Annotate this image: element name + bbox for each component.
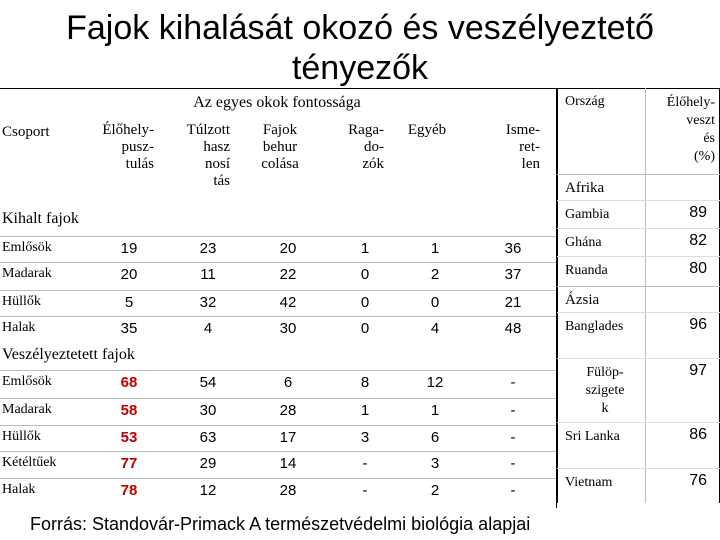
value-cell: 0	[430, 294, 440, 311]
value-cell: 28	[279, 402, 297, 419]
value-cell: 68	[120, 374, 138, 391]
value-cell: 0	[360, 266, 370, 283]
rt-region-divider	[557, 174, 720, 175]
rt-col-habitat	[647, 94, 715, 166]
col-header-4-line: Egyéb	[407, 122, 447, 138]
row-label: Hüllők	[2, 429, 41, 444]
title-line-2: tényezők	[291, 49, 429, 87]
value-cell: 21	[504, 294, 522, 311]
row-divider	[0, 236, 556, 237]
value-cell: 78	[120, 482, 138, 499]
value-cell: 29	[199, 455, 217, 472]
value-cell: 1	[360, 402, 370, 419]
rt-col-habitat-line: és	[703, 131, 715, 146]
rt-country-line: szigete	[585, 383, 625, 398]
value-cell: -	[362, 455, 368, 472]
value-cell: 54	[199, 374, 217, 391]
row-divider	[0, 398, 556, 399]
col-header-0-line: tulás	[125, 156, 154, 172]
rt-value: 96	[689, 316, 707, 333]
row-divider	[0, 290, 556, 291]
title-line-1: Fajok kihalását okozó és veszélyeztető	[66, 9, 654, 47]
col-header-2-line: colása	[261, 156, 299, 172]
section-title-1: Veszélyeztetett fajok	[2, 346, 135, 363]
col-header-1-line: nosí	[204, 156, 230, 172]
rt-row-divider	[557, 468, 720, 469]
rt-region-title: Afrika	[565, 180, 605, 196]
section-title-0: Kihalt fajok	[2, 210, 79, 227]
rt-country-line: Ruanda	[565, 263, 608, 278]
rt-country-line: k	[601, 401, 609, 416]
col-header-5-line: len	[521, 156, 540, 172]
value-cell: -	[510, 482, 516, 499]
rt-country-line: Sri Lanka	[565, 429, 620, 444]
rt-value: 86	[689, 426, 707, 443]
col-header-5	[470, 122, 540, 173]
rt-country	[565, 262, 608, 280]
rt-value: 82	[689, 232, 707, 249]
value-cell: 1	[360, 240, 370, 257]
value-cell: 48	[504, 320, 522, 337]
row-label: Halak	[2, 320, 36, 335]
value-cell: 23	[199, 240, 217, 257]
rt-country-line: Ghána	[565, 235, 602, 250]
value-cell: 1	[430, 240, 440, 257]
rt-country-line: Vietnam	[565, 475, 613, 490]
rt-row-divider	[557, 312, 720, 313]
rt-top-border	[557, 88, 720, 89]
col-header-3-line: do-	[364, 139, 384, 155]
rt-country	[565, 206, 609, 224]
row-label: Madarak	[2, 402, 52, 417]
col-header-4	[400, 122, 454, 139]
value-cell: 17	[279, 429, 297, 446]
value-cell: 20	[120, 266, 138, 283]
rt-value: 76	[689, 472, 707, 489]
group-header: Az egyes okok fontossága	[193, 94, 361, 111]
rt-row-divider	[557, 358, 720, 359]
rt-value: 97	[689, 362, 707, 379]
rt-row-divider	[557, 256, 720, 257]
rt-region-divider	[557, 286, 720, 287]
rt-col-country: Ország	[565, 94, 605, 109]
value-cell: 35	[120, 320, 138, 337]
rt-country	[565, 318, 623, 336]
value-cell: 0	[360, 320, 370, 337]
causes-table	[0, 88, 558, 508]
row-divider	[0, 370, 556, 371]
value-cell: 6	[430, 429, 440, 446]
value-cell: 37	[504, 266, 522, 283]
value-cell: 12	[426, 374, 444, 391]
col-header-1-line: Túlzott	[186, 122, 230, 138]
source-citation: Forrás: Standovár-Primack A természetvédelmi biológia alapjai	[30, 514, 531, 534]
value-cell: 5	[124, 294, 134, 311]
col-header-3	[330, 122, 384, 173]
row-label: Kétéltűek	[2, 455, 57, 470]
value-cell: 11	[200, 266, 216, 283]
value-cell: 22	[279, 266, 297, 283]
rt-country	[565, 364, 645, 418]
col-header-0-line: pusz-	[121, 139, 154, 155]
value-cell: 32	[199, 294, 217, 311]
row-divider	[0, 451, 556, 452]
value-cell: -	[510, 402, 516, 419]
row-divider	[0, 478, 556, 479]
col-header-0-line: Élőhely-	[102, 122, 154, 138]
value-cell: 30	[199, 402, 217, 419]
col-header-5-line: Isme-	[505, 122, 540, 138]
col-header-2-line: Fajok	[262, 122, 298, 138]
value-cell: 63	[199, 429, 217, 446]
slide-title	[0, 8, 720, 88]
value-cell: -	[510, 429, 516, 446]
row-label: Madarak	[2, 266, 52, 281]
rt-row-divider	[557, 422, 720, 423]
row-divider	[0, 316, 556, 317]
value-cell: 77	[120, 455, 138, 472]
value-cell: 1	[430, 402, 440, 419]
value-cell: 42	[279, 294, 297, 311]
row-divider	[0, 262, 556, 263]
rt-col-divider	[645, 88, 646, 503]
rt-left-border	[557, 88, 558, 503]
value-cell: 30	[279, 320, 297, 337]
rt-row-divider	[557, 228, 720, 229]
col-header-5-line: ret-	[519, 139, 540, 155]
value-cell: 6	[283, 374, 293, 391]
value-cell: 4	[430, 320, 440, 337]
col-header-3-line: zók	[362, 156, 384, 172]
value-cell: 58	[120, 402, 138, 419]
value-cell: -	[510, 374, 516, 391]
value-cell: 12	[199, 482, 217, 499]
col-header-3-line: Raga-	[348, 122, 384, 138]
value-cell: 3	[360, 429, 370, 446]
col-header-group: Csoport	[2, 124, 50, 140]
col-header-1-line: tás	[213, 173, 230, 189]
rt-country-line: Fülöp-	[586, 365, 624, 380]
rt-country	[565, 474, 612, 492]
value-cell: 2	[430, 266, 440, 283]
row-label: Halak	[2, 482, 36, 497]
value-cell: 28	[279, 482, 297, 499]
rt-country-line: Gambia	[565, 207, 610, 222]
value-cell: 14	[279, 455, 297, 472]
col-header-2-line: behur	[262, 139, 298, 155]
col-header-0	[88, 122, 154, 173]
rt-region-title: Ázsia	[565, 292, 600, 308]
value-cell: 36	[504, 240, 522, 257]
col-header-2	[246, 122, 314, 173]
habitat-loss-table	[557, 88, 720, 503]
rt-col-habitat-line: veszt	[686, 113, 715, 128]
rt-value: 80	[689, 260, 707, 277]
value-cell: 19	[120, 240, 138, 257]
col-header-1	[170, 122, 230, 190]
rt-country-line: Banglades	[565, 319, 624, 334]
value-cell: 0	[360, 294, 370, 311]
row-label: Emlősök	[2, 240, 52, 255]
rt-country	[565, 234, 602, 252]
rt-value: 89	[689, 204, 707, 221]
value-cell: -	[510, 455, 516, 472]
rt-row-divider	[557, 200, 720, 201]
value-cell: 4	[203, 320, 213, 337]
col-header-1-line: hasz	[203, 139, 230, 155]
table-top-border	[0, 88, 556, 89]
value-cell: 8	[360, 374, 370, 391]
value-cell: 53	[120, 429, 138, 446]
rt-country	[565, 428, 620, 446]
value-cell: 20	[279, 240, 297, 257]
value-cell: 2	[430, 482, 440, 499]
row-label: Hüllők	[2, 294, 41, 309]
rt-col-habitat-line: (%)	[694, 149, 715, 164]
value-cell: 3	[430, 455, 440, 472]
row-label: Emlősök	[2, 374, 52, 389]
rt-col-habitat-line: Élőhely-	[666, 95, 715, 110]
value-cell: -	[362, 482, 368, 499]
row-divider	[0, 425, 556, 426]
